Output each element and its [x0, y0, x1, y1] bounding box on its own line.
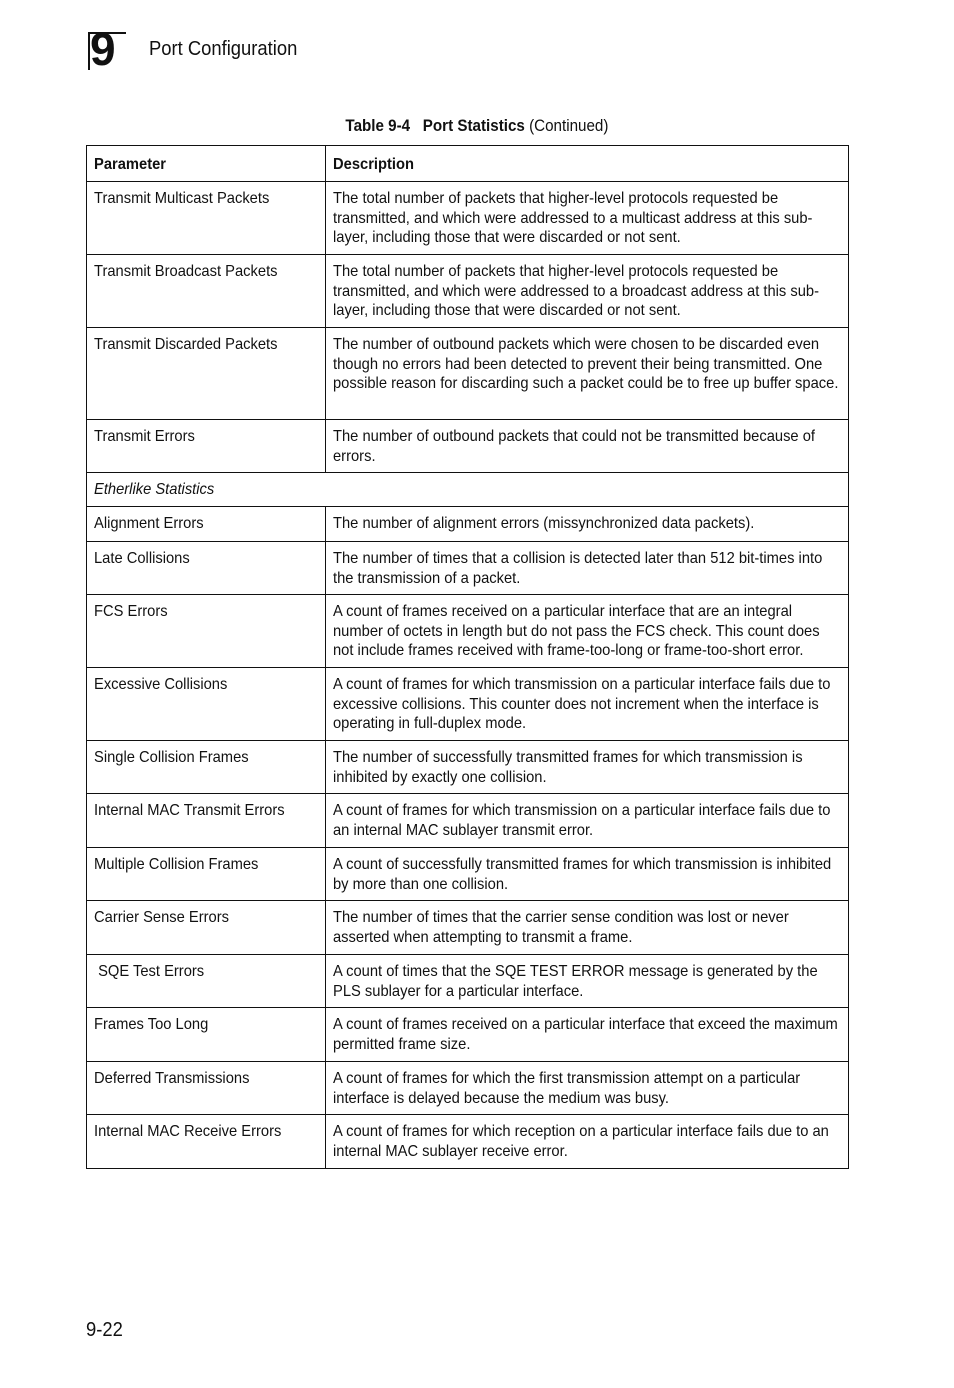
table-row [87, 1115, 849, 1169]
parameter-cell: Excessive Collisions [87, 668, 326, 741]
table-caption-title: Port Statistics [422, 117, 525, 135]
description-cell: The total number of packets that higher-level protocols requested be transmitted, and which were addressed to a broadcast address at this sub-layer, including those that were discarded or not sent. [326, 255, 849, 328]
description-cell: The number of successfully transmitted frames for which transmission is inhibited by exactly one collision. [326, 741, 849, 794]
table-row [87, 595, 849, 668]
description-cell: The number of outbound packets that could not be transmitted because of errors. [326, 420, 849, 473]
table-row [87, 668, 849, 741]
table-caption-suffix: (Continued) [529, 117, 609, 135]
parameter-cell: Late Collisions [87, 542, 326, 595]
table-row [87, 507, 849, 542]
parameter-cell: Transmit Broadcast Packets [87, 255, 326, 328]
parameter-cell: Alignment Errors [87, 507, 326, 542]
column-header-parameter: Parameter [87, 146, 326, 182]
port-statistics-table [86, 145, 849, 1169]
section-row [87, 473, 849, 507]
description-cell: The number of times that the carrier sense condition was lost or never asserted when attempting to transmit a frame. [326, 901, 849, 955]
table-row [87, 794, 849, 848]
table-row [87, 420, 849, 473]
page-number: 9-22 [86, 1319, 123, 1341]
parameter-cell: Transmit Discarded Packets [87, 328, 326, 420]
parameter-cell: Multiple Collision Frames [87, 848, 326, 901]
description-cell: A count of frames for which the first transmission attempt on a particular interface is delayed because the medium was busy. [326, 1062, 849, 1115]
table-row [87, 741, 849, 794]
description-cell: The number of alignment errors (missynchronized data packets). [326, 507, 849, 542]
parameter-cell: Single Collision Frames [87, 741, 326, 794]
table-row [87, 1062, 849, 1115]
description-cell: A count of frames received on a particular interface that are an integral number of octets in length but do not pass the FCS check. This count does not include frames received with frame-too-long or frame-too-short error. [326, 595, 849, 668]
table-row [87, 542, 849, 595]
chapter-number: 9 [90, 23, 116, 75]
table-header-row [87, 146, 849, 182]
parameter-cell: Deferred Transmissions [87, 1062, 326, 1115]
running-header-title: Port Configuration [149, 38, 298, 60]
description-cell: A count of frames for which transmission on a particular interface fails due to excessive collisions. This counter does not increment when the interface is operating in full-duplex mode. [326, 668, 849, 741]
parameter-cell: Carrier Sense Errors [87, 901, 326, 955]
description-cell: A count of frames received on a particular interface that exceed the maximum permitted frame size. [326, 1008, 849, 1062]
description-cell: The number of outbound packets which were chosen to be discarded even though no errors had been detected to prevent their being transmitted. One possible reason for discarding such a packet could be to free up buffer space. [326, 328, 849, 420]
table-row [87, 255, 849, 328]
table-caption [0, 117, 954, 136]
parameter-cell: FCS Errors [87, 595, 326, 668]
description-cell: A count of successfully transmitted frames for which transmission is inhibited by more than one collision. [326, 848, 849, 901]
table-row [87, 328, 849, 420]
description-cell: The total number of packets that higher-level protocols requested be transmitted, and which were addressed to a multicast address at this sub-layer, including those that were discarded or not sent. [326, 182, 849, 255]
table-row [87, 1008, 849, 1062]
parameter-cell: Transmit Multicast Packets [87, 182, 326, 255]
table-row [87, 848, 849, 901]
parameter-cell: Transmit Errors [87, 420, 326, 473]
parameter-cell: Internal MAC Receive Errors [87, 1115, 326, 1169]
column-header-description: Description [326, 146, 849, 182]
description-cell: A count of frames for which transmission on a particular interface fails due to an internal MAC sublayer transmit error. [326, 794, 849, 848]
table-row [87, 901, 849, 955]
table-row [87, 955, 849, 1008]
description-cell: The number of times that a collision is detected later than 512 bit-times into the transmission of a packet. [326, 542, 849, 595]
description-cell: A count of times that the SQE TEST ERROR message is generated by the PLS sublayer for a particular interface. [326, 955, 849, 1008]
parameter-cell: SQE Test Errors [87, 955, 326, 1008]
description-cell: A count of frames for which reception on a particular interface fails due to an internal MAC sublayer receive error. [326, 1115, 849, 1169]
parameter-cell: Internal MAC Transmit Errors [87, 794, 326, 848]
parameter-cell: Frames Too Long [87, 1008, 326, 1062]
table-caption-label: Table 9-4 [345, 117, 411, 135]
table-row [87, 182, 849, 255]
section-label-cell: Etherlike Statistics [87, 473, 849, 507]
